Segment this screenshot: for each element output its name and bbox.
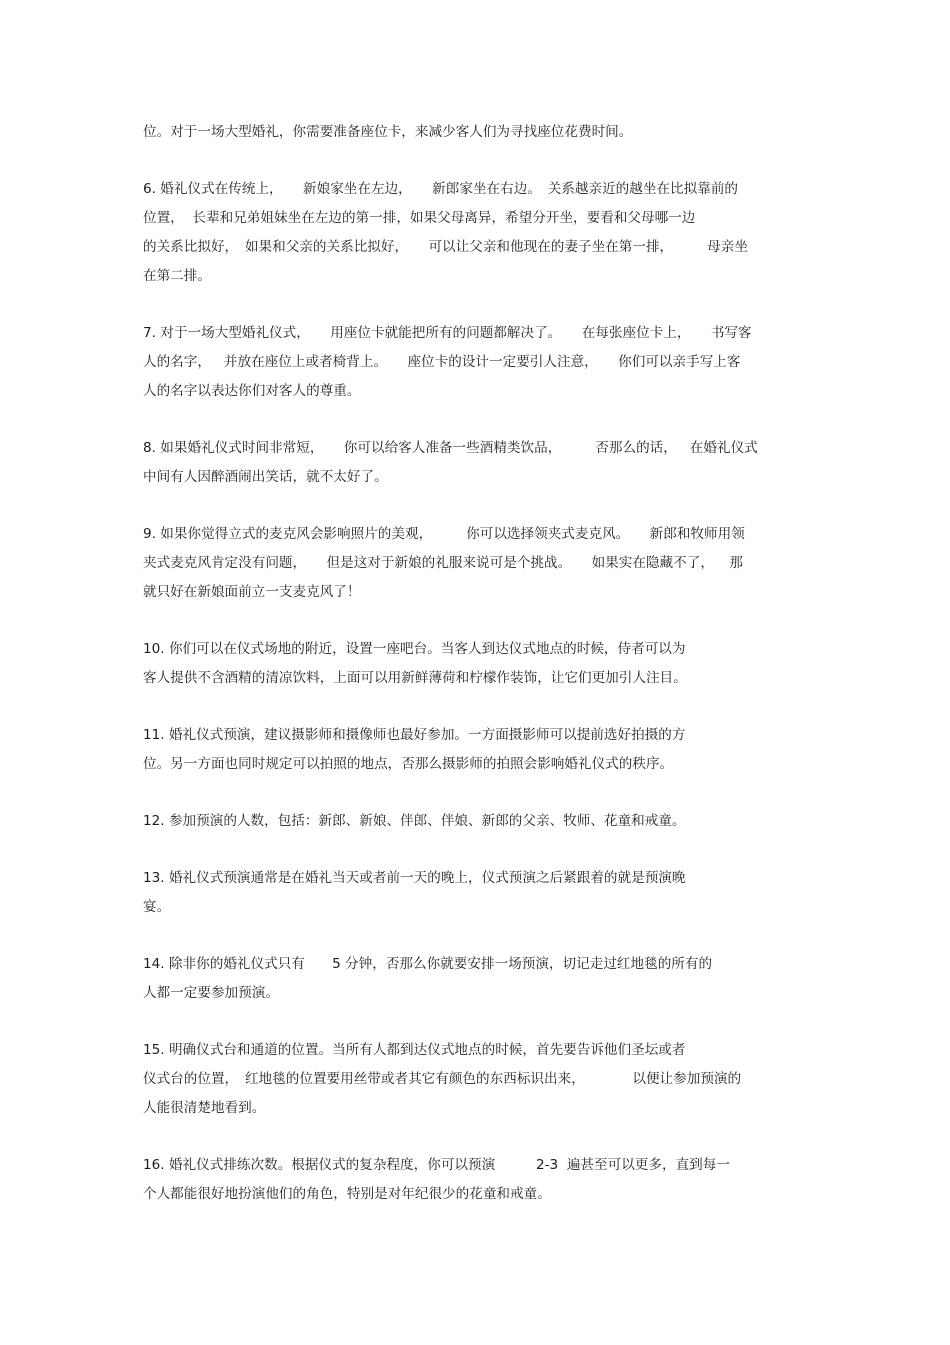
- text-line: 人都一定要参加预演。: [143, 985, 279, 1001]
- text-line: 位。另一方面也同时规定可以拍照的地点，否那么摄影师的拍照会影响婚礼仪式的秩序。: [143, 756, 674, 772]
- text-line: 14. 除非你的婚礼仪式只有 5 分钟，否那么你就要安排一场预演，切记走过红地毯的所有的: [143, 956, 713, 972]
- paragraph-item-6: [143, 175, 815, 291]
- text-line: 9. 如果你觉得立式的麦克风会影响照片的美观， 你可以选择领夹式麦克风。 新郎和牧师用领: [143, 526, 745, 542]
- text-line: 中间有人因醉酒闹出笑话，就不太好了。: [143, 469, 388, 485]
- text-line: 7. 对于一场大型婚礼仪式， 用座位卡就能把所有的问题都解决了。 在每张座位卡上， 书写客: [143, 325, 752, 341]
- paragraph-item-12: [143, 807, 815, 836]
- paragraph-item-8: [143, 434, 815, 492]
- document-body: [143, 118, 815, 1237]
- text-line: 仪式台的位置， 红地毯的位置要用丝带或者其它有颜色的东西标识出来， 以便让参加预演的: [143, 1071, 742, 1087]
- text-line: 在第二排。: [143, 268, 211, 284]
- text-line: 位。对于一场大型婚礼，你需要准备座位卡，来减少客人们为寻找座位花费时间。: [143, 124, 633, 140]
- paragraph-item-11: [143, 721, 815, 779]
- paragraph-item-10: [143, 635, 815, 693]
- text-line: 11. 婚礼仪式预演，建议摄影师和摄像师也最好参加。一方面摄影师可以提前选好拍摄的方: [143, 727, 686, 743]
- text-line: 人能很清楚地看到。: [143, 1100, 266, 1116]
- paragraph-item-9: [143, 520, 815, 607]
- text-line: 15. 明确仪式台和通道的位置。当所有人都到达仪式地点的时候，首先要告诉他们圣坛或者: [143, 1042, 686, 1058]
- paragraph-seating-card-intro: [143, 118, 815, 147]
- text-line: 16. 婚礼仪式排练次数。根据仪式的复杂程度，你可以预演 2-3 遍甚至可以更多，直到每一: [143, 1157, 730, 1173]
- text-line: 宴。: [143, 899, 171, 915]
- paragraph-item-13: [143, 864, 815, 922]
- text-line: 6. 婚礼仪式在传统上， 新娘家坐在左边， 新郎家坐在右边。 关系越亲近的越坐在比拟靠前的: [143, 181, 739, 197]
- paragraph-item-16: [143, 1151, 815, 1209]
- text-line: 夹式麦克风肯定没有问题， 但是这对于新娘的礼服来说可是个挑战。 如果实在隐藏不了， 那: [143, 555, 743, 571]
- text-line: 的关系比拟好， 如果和父亲的关系比拟好， 可以让父亲和他现在的妻子坐在第一排， 母亲坐: [143, 239, 748, 255]
- text-line: 10. 你们可以在仪式场地的附近，设置一座吧台。当客人到达仪式地点的时候，侍者可以为: [143, 641, 686, 657]
- text-line: 人的名字， 并放在座位上或者椅背上。 座位卡的设计一定要引人注意， 你们可以亲手写上客: [143, 354, 741, 370]
- text-line: 个人都能很好地扮演他们的角色，特别是对年纪很少的花童和戒童。: [143, 1186, 551, 1202]
- text-line: 客人提供不含酒精的清凉饮料，上面可以用新鲜薄荷和柠檬作装饰，让它们更加引人注目。: [143, 670, 687, 686]
- text-line: 就只好在新娘面前立一支麦克风了！: [143, 584, 361, 600]
- text-line: 13. 婚礼仪式预演通常是在婚礼当天或者前一天的晚上，仪式预演之后紧跟着的就是预演晚: [143, 870, 686, 886]
- text-line: 12. 参加预演的人数，包括：新郎、新娘、伴郎、伴娘、新郎的父亲、牧师、花童和戒童。: [143, 813, 686, 829]
- paragraph-item-15: [143, 1036, 815, 1123]
- paragraph-item-7: [143, 319, 815, 406]
- paragraph-item-14: [143, 950, 815, 1008]
- text-line: 人的名字以表达你们对客人的尊重。: [143, 383, 361, 399]
- text-line: 8. 如果婚礼仪式时间非常短， 你可以给客人准备一些酒精类饮品， 否那么的话， 在婚礼仪式: [143, 440, 758, 456]
- text-line: 位置， 长辈和兄弟姐妹坐在左边的第一排，如果父母离异，希望分开坐，要看和父母哪一边: [143, 210, 696, 226]
